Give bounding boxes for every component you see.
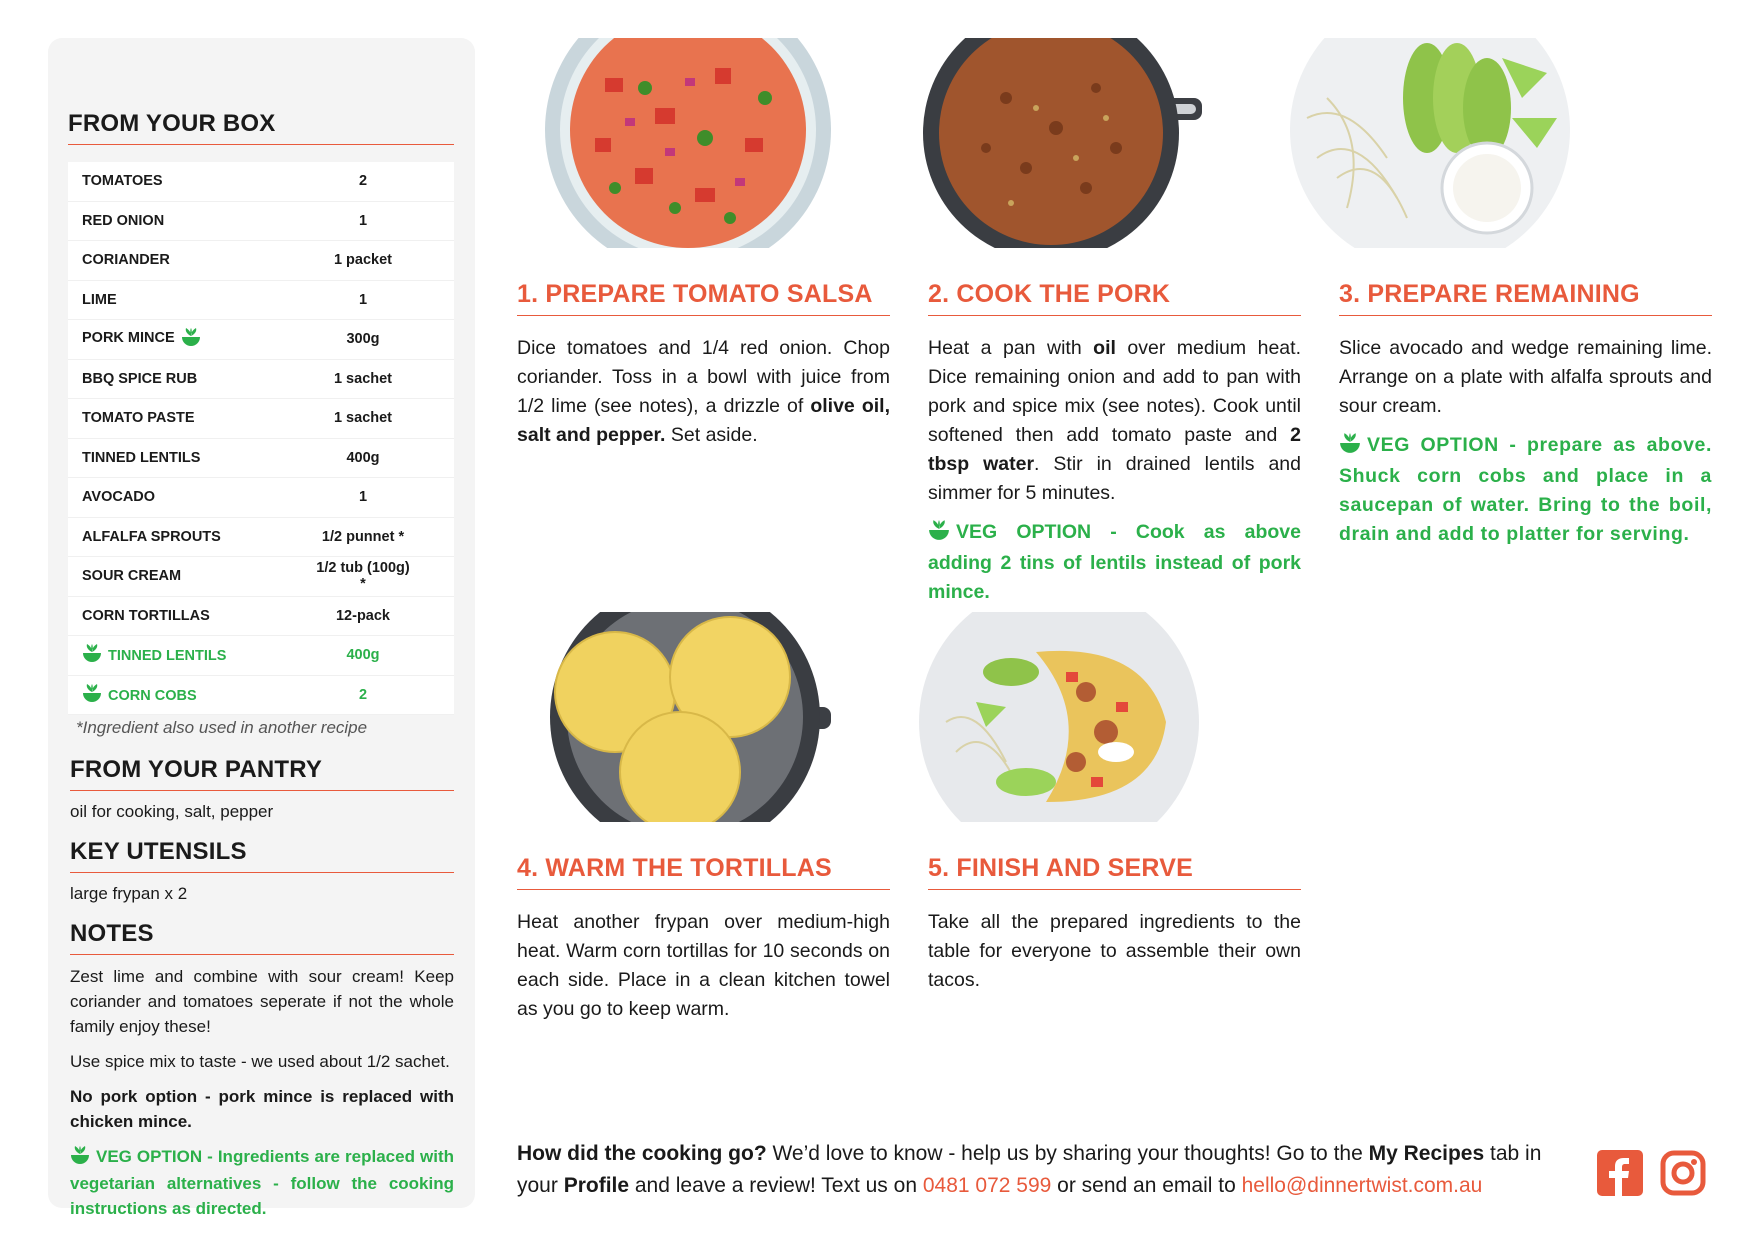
step-text: over medium heat. Dice remaining onion and add to pan with pork and spice mix (see notes). Cook until softened then add tomato paste and <box>928 337 1301 446</box>
ingredient-name: PORK MINCE <box>82 330 175 347</box>
ingredient-name: ALFALFA SPROUTS <box>82 528 221 545</box>
leaf-icon <box>181 328 201 350</box>
ingredient-name-cell <box>68 280 312 320</box>
ingredient-name-cell <box>68 478 312 518</box>
ingredient-row <box>68 438 454 478</box>
ingredient-name: AVOCADO <box>82 489 156 506</box>
photo-tomato-salsa <box>545 38 831 248</box>
photo-warm-tortillas <box>545 612 831 822</box>
utensils-section-title: KEY UTENSILS <box>70 838 454 873</box>
ingredient-row <box>68 359 454 399</box>
ingredient-qty: 2 <box>312 162 454 201</box>
pantry-text: oil for cooking, salt, pepper <box>70 802 274 821</box>
leaf-icon <box>928 520 950 549</box>
photo-cook-pork <box>916 38 1202 248</box>
ingredient-qty: 1/2 tub (100g) * <box>312 557 454 597</box>
my-recipes-link[interactable]: My Recipes <box>1368 1142 1485 1165</box>
step-2-body <box>928 334 1301 508</box>
ingredient-qty: 1 sachet <box>312 399 454 439</box>
step-text: . Stir in drained lentils and simmer for 5 minutes. <box>928 453 1301 504</box>
ingredient-name: TOMATOES <box>82 173 163 190</box>
step-text: Slice avocado and wedge remaining lime. Arrange on a plate with alfalfa sprouts and sour cream. <box>1339 337 1712 417</box>
photo-finish-serve <box>916 612 1202 822</box>
ingredient-name-cell <box>68 675 312 715</box>
leaf-icon <box>1339 433 1361 462</box>
footer-text: We’d love to know - help us by sharing your thoughts! Go to the <box>766 1142 1369 1165</box>
ingredient-row <box>68 675 454 715</box>
ingredient-name: LIME <box>82 291 117 308</box>
email-link[interactable]: hello@dinnertwist.com.au <box>1241 1174 1483 1197</box>
step-2-veg-option <box>928 518 1301 607</box>
step-text: Heat another frypan over medium-high heat. Warm corn tortillas for 10 seconds on each side. Place in a clean kitchen towel as you go to keep warm. <box>517 911 890 1020</box>
step-5 <box>928 854 1301 995</box>
step-2-title: 2. COOK THE PORK <box>928 280 1301 316</box>
utensils-text: large frypan x 2 <box>70 884 188 903</box>
leaf-icon <box>70 1146 90 1171</box>
instagram-icon[interactable] <box>1660 1150 1706 1201</box>
also-used-note: *Ingredient also used in another recipe <box>76 718 368 737</box>
ingredient-name-cell <box>68 162 312 201</box>
step-3-body <box>1339 334 1712 421</box>
pantry-section-title: FROM YOUR PANTRY <box>70 756 454 791</box>
ingredient-qty: 1 <box>312 478 454 518</box>
note-item: Zest lime and combine with sour cream! Keep coriander and tomatoes seperate if not the whole family enjoy these! <box>70 967 454 1036</box>
ingredient-name: CORN TORTILLAS <box>82 607 210 624</box>
ingredient-row <box>68 517 454 557</box>
ingredient-qty: 12-pack <box>312 596 454 636</box>
ingredient-qty: 400g <box>312 438 454 478</box>
step-3 <box>1339 280 1712 549</box>
veg-option-text: VEG OPTION - prepare as above. Shuck corn cobs and place in a saucepan of water. Bring to the boil, drain and add to platter for serving. <box>1339 434 1712 545</box>
step-bold-text: 2 tbsp water <box>928 424 1301 475</box>
ingredient-name: TINNED LENTILS <box>82 449 201 466</box>
step-text: Dice tomatoes and 1/4 red onion. Chop coriander. Toss in a bowl with juice from 1/2 lime (see notes), a drizzle of <box>517 337 890 417</box>
ingredient-name: SOUR CREAM <box>82 568 182 585</box>
step-1 <box>517 280 890 450</box>
ingredient-row <box>68 280 454 320</box>
step-2 <box>928 280 1301 607</box>
footer-text: tab in your <box>517 1142 1542 1197</box>
step-1-title: 1. PREPARE TOMATO SALSA <box>517 280 890 316</box>
veg-note <box>70 1144 454 1221</box>
leaf-icon <box>82 644 102 666</box>
note-item: Use spice mix to taste - we used about 1/2 sachet. <box>70 1052 450 1071</box>
ingredient-name-cell <box>68 596 312 636</box>
ingredient-qty: 300g <box>312 320 454 360</box>
step-5-title: 5. FINISH AND SERVE <box>928 854 1301 890</box>
ingredient-name: TOMATO PASTE <box>82 410 195 427</box>
profile-link[interactable]: Profile <box>563 1174 630 1197</box>
ingredient-row <box>68 596 454 636</box>
photo-prepare-remaining <box>1287 38 1573 248</box>
step-5-body <box>928 908 1301 995</box>
leaf-icon <box>82 684 102 706</box>
ingredient-qty: 2 <box>312 675 454 715</box>
ingredient-name: BBQ SPICE RUB <box>82 370 198 387</box>
ingredient-name-cell <box>68 320 312 360</box>
step-text: Heat a pan with <box>928 337 1094 359</box>
ingredient-row <box>68 162 454 201</box>
footer-text: or send an email to <box>1051 1174 1242 1197</box>
step-bold-text: olive oil, salt and pepper. <box>517 395 890 446</box>
ingredient-name: TINNED LENTILS <box>108 648 227 665</box>
step-4-title: 4. WARM THE TORTILLAS <box>517 854 890 890</box>
phone-link[interactable]: 0481 072 599 <box>922 1174 1052 1197</box>
notes-section-title: NOTES <box>70 920 454 955</box>
veg-note-text: VEG OPTION - Ingredients are replaced with vegetarian alternatives - follow the cooking instructions as directed. <box>70 1147 454 1218</box>
step-text: Set aside. <box>665 424 758 446</box>
step-4-body <box>517 908 890 1024</box>
ingredient-name-cell <box>68 359 312 399</box>
ingredient-name-cell <box>68 399 312 439</box>
step-4 <box>517 854 890 1024</box>
ingredient-name-cell <box>68 438 312 478</box>
ingredient-name: CORIANDER <box>82 252 170 269</box>
step-3-veg-option <box>1339 431 1712 549</box>
ingredient-name-cell <box>68 636 312 676</box>
notes-list <box>70 964 454 1231</box>
ingredient-row <box>68 241 454 281</box>
ingredient-row <box>68 557 454 597</box>
ingredient-qty: 1/2 punnet * <box>312 517 454 557</box>
ingredient-row <box>68 636 454 676</box>
ingredient-qty: 1 <box>312 201 454 241</box>
ingredient-row <box>68 478 454 518</box>
ingredient-name: CORN COBS <box>108 687 197 704</box>
ingredient-row <box>68 399 454 439</box>
ingredient-qty: 1 packet <box>312 241 454 281</box>
ingredient-name-cell <box>68 201 312 241</box>
ingredients-panel <box>48 38 475 1218</box>
box-section-title: FROM YOUR BOX <box>68 110 454 145</box>
ingredient-row <box>68 320 454 360</box>
step-1-body <box>517 334 890 450</box>
ingredient-name-cell <box>68 517 312 557</box>
ingredient-qty: 400g <box>312 636 454 676</box>
note-item: No pork option - pork mince is replaced with chicken mince. <box>70 1087 454 1131</box>
ingredient-qty: 1 <box>312 280 454 320</box>
veg-option-text: VEG OPTION - Cook as above adding 2 tins of lentils instead of pork mince. <box>928 521 1301 603</box>
ingredients-table <box>68 162 454 715</box>
facebook-icon[interactable] <box>1597 1150 1643 1201</box>
step-3-title: 3. PREPARE REMAINING <box>1339 280 1712 316</box>
ingredient-row <box>68 201 454 241</box>
ingredient-name: RED ONION <box>82 212 165 229</box>
footer-text: and leave a review! Text us on <box>629 1174 923 1197</box>
step-text: Take all the prepared ingredients to the table for everyone to assemble their own tacos. <box>928 911 1301 991</box>
ingredient-qty: 1 sachet <box>312 359 454 399</box>
step-bold-text: oil <box>1093 337 1116 359</box>
feedback-footer <box>517 1138 1567 1202</box>
feedback-question: How did the cooking go? <box>517 1142 767 1165</box>
ingredient-name-cell <box>68 241 312 281</box>
ingredient-name-cell <box>68 557 312 597</box>
